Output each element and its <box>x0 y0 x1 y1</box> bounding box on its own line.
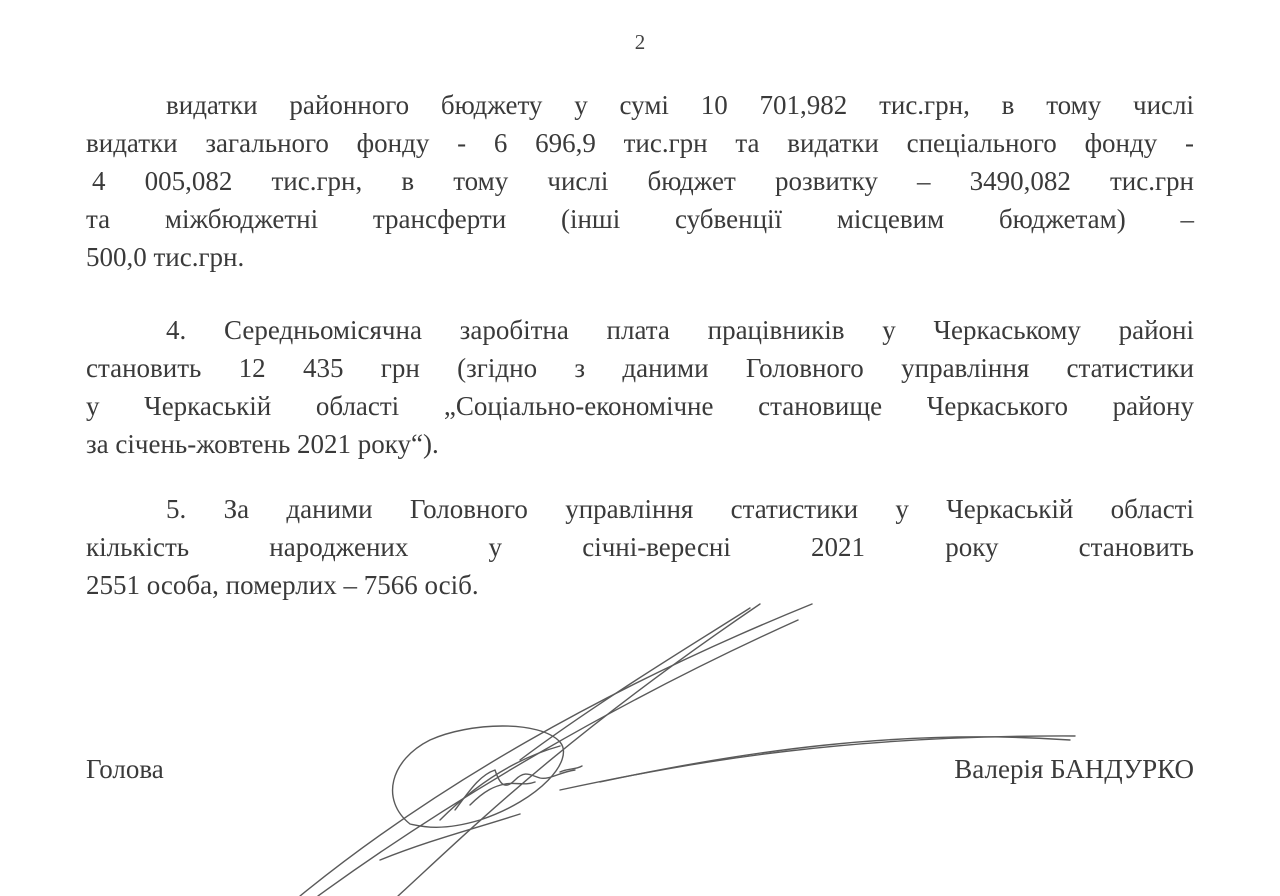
text-line: 4 005,082 тис.грн, в тому числі бюджет розвитку – 3490,082 тис.грн <box>92 166 1194 196</box>
text-line: 5. За даними Головного управління статистики у Черкаській області <box>166 494 1194 524</box>
page-number: 2 <box>634 30 646 54</box>
text-line: становить 12 435 грн (згідно з даними Головного управління статистики <box>86 353 1194 383</box>
text-line: за січень-жовтень 2021 року“). <box>86 429 439 459</box>
paragraph-budget-expenditures <box>86 86 1194 276</box>
paragraph-births-deaths <box>86 490 1194 604</box>
text-line: у Черкаській області „Соціально-економічне становище Черкаського району <box>86 391 1194 421</box>
paragraph-average-salary <box>86 311 1194 463</box>
signatory-position: Голова <box>86 754 164 784</box>
text-line: 2551 особа, померлих – 7566 осіб. <box>86 570 479 600</box>
signatory-name: Валерія БАНДУРКО <box>954 754 1194 784</box>
text-line: 500,0 тис.грн. <box>86 242 245 272</box>
text-line: видатки загального фонду - 6 696,9 тис.грн та видатки спеціального фонду - <box>86 128 1194 158</box>
text-line: видатки районного бюджету у сумі 10 701,982 тис.грн, в тому числі <box>166 90 1194 120</box>
text-line: 4. Середньомісячна заробітна плата працівників у Черкаському районі <box>166 315 1194 345</box>
text-line: кількість народжених у січні-вересні 2021 року становить <box>86 532 1194 562</box>
text-line: та міжбюджетні трансферти (інші субвенції місцевим бюджетам) – <box>86 204 1194 234</box>
